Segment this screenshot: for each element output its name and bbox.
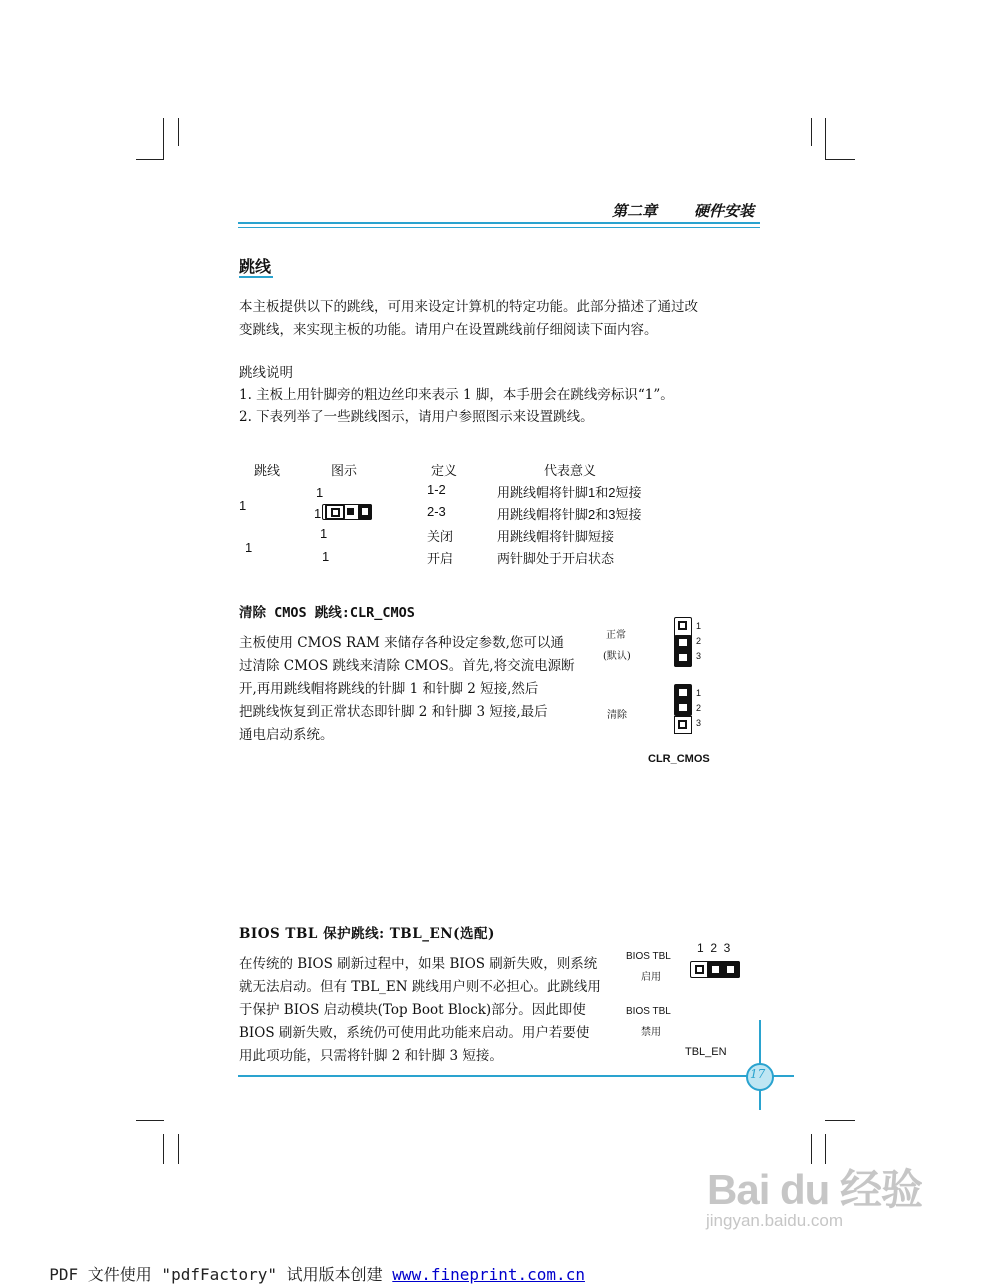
tbl-en-pin-numbers: 1 2 3 [697,941,731,955]
meaning-pin: 2 [608,485,616,500]
pdf-footer-note [30,1243,585,1285]
two-pin-figure-mark-top: 1 [320,526,328,541]
clr-cmos-clear-pin3: 3 [696,718,702,728]
watermark-url: jingyan.baidu.com [706,1211,844,1230]
notes-heading: 跳线说明 [239,365,293,381]
clr-cmos-line-3: 开,再用跳线帽将跳线的针脚 1 和针脚 2 短接,然后 [239,681,539,697]
clr-cmos-normal-pin2: 2 [696,636,702,646]
tbl-en-jumper [690,961,740,978]
crop-mark [178,118,179,146]
notes-item-2: 2. 下表列举了一些跳线图示，请用户参照图示来设置跳线。 [239,409,594,425]
pdf-footer-link[interactable]: www.fineprint.com.cn [392,1265,585,1284]
three-pin-meaning-2 [497,504,642,523]
three-pin-figure-mark-top: 1 [316,485,324,500]
meaning-text: 和 [595,508,609,523]
tbl-en-title: BIOS TBL 保护跳线: TBL_EN(选配) [239,926,495,942]
notes-item-1: 1. 主板上用针脚旁的粗边丝印来表示 1 脚，本手册会在跳线旁标识“1”。 [239,387,674,403]
clr-cmos-normal-jumper [674,617,692,667]
two-pin-figure-mark-bottom: 1 [322,549,330,564]
meaning-text: 用跳线帽将针脚 [497,508,589,523]
meaning-text: 和 [595,486,609,501]
tbl-en-line-3: 于保护 BIOS 启动模块(Top Boot Block)部分。因此即使 [239,1002,586,1018]
header-rule [238,222,760,224]
three-pin-jumper-figure [322,504,372,520]
watermark-brand: Bai du 经验 [707,1166,923,1213]
crop-mark [163,118,164,160]
clr-cmos-clear-jumper [674,684,692,734]
clr-cmos-line-2: 过清除 CMOS 跳线来清除 CMOS。首先,将交流电源断 [239,658,575,674]
two-pin-meaning-2: 两针脚处于开启状态 [497,552,615,567]
clr-cmos-clear-label: 清除 [607,710,627,721]
clr-cmos-title: 清除 CMOS 跳线:CLR_CMOS [239,605,415,621]
meaning-pin: 2 [588,507,596,522]
clr-cmos-clear-pin2: 2 [696,703,702,713]
tbl-en-caption: TBL_EN [685,1046,727,1058]
page-number: 17 [750,1067,766,1081]
meaning-pin: 1 [588,485,596,500]
two-pin-mark: 1 [245,540,253,555]
footer-rule [238,1075,794,1077]
clr-cmos-normal-pin1: 1 [696,621,702,631]
crop-mark [811,118,812,146]
section-title-underline [239,276,273,278]
three-pin-meaning-1 [497,482,642,501]
clr-cmos-clear-pin1: 1 [696,688,702,698]
three-pin-def-1: 1-2 [427,482,446,497]
crop-mark [825,1120,855,1121]
chapter-number: 第二章 [612,202,658,220]
three-pin-def-2: 2-3 [427,504,446,519]
two-pin-meaning-1: 用跳线帽将针脚短接 [497,530,615,545]
table-header-jumper: 跳线 [254,464,281,479]
tbl-en-enable-label-1: BIOS TBL [626,951,671,962]
three-pin-mark: 1 [239,498,247,513]
two-pin-def-2: 开启 [427,552,454,567]
pdf-footer-text: PDF 文件使用 "pdfFactory" 试用版本创建 [49,1265,393,1284]
crop-mark [163,1134,164,1164]
tbl-en-line-1: 在传统的 BIOS 刷新过程中，如果 BIOS 刷新失败，则系统 [239,956,598,972]
clr-cmos-normal-pin3: 3 [696,651,702,661]
clr-cmos-normal-label: 正常 [606,630,626,641]
chapter-title: 硬件安装 [694,202,755,220]
intro-line-2: 变跳线，来实现主板的功能。请用户在设置跳线前仔细阅读下面内容。 [239,322,658,338]
tbl-en-disable-label-1: BIOS TBL [626,1006,671,1017]
three-pin-figure-mark-bottom: 1 [314,506,322,521]
table-header-meaning: 代表意义 [544,464,597,479]
clr-cmos-line-4: 把跳线恢复到正常状态即针脚 2 和针脚 3 短接,最后 [239,704,548,720]
crop-mark [825,159,855,160]
header-rule-thin [238,227,760,228]
clr-cmos-caption: CLR_CMOS [648,753,710,765]
tbl-en-line-5: 用此项功能，只需将针脚 2 和针脚 3 短接。 [239,1048,503,1064]
tbl-en-line-4: BIOS 刷新失败，系统仍可使用此功能来启动。用户若要使 [239,1025,590,1041]
intro-line-1: 本主板提供以下的跳线，可用来设定计算机的特定功能。此部分描述了通过改 [239,299,698,315]
crop-mark [136,159,164,160]
crop-mark [178,1134,179,1164]
table-header-definition: 定义 [431,464,458,479]
meaning-text: 短接 [615,508,642,523]
tbl-en-disable-label-2: 禁用 [641,1027,661,1038]
crop-mark [825,118,826,160]
crop-mark [136,1120,164,1121]
clr-cmos-line-1: 主板使用 CMOS RAM 来储存各种设定参数,您可以通 [239,635,564,651]
table-header-figure: 图示 [331,464,358,479]
meaning-text: 用跳线帽将针脚 [497,486,589,501]
section-title: 跳线 [239,259,272,276]
clr-cmos-default-label: (默认) [603,651,631,662]
meaning-text: 短接 [615,486,642,501]
tbl-en-line-2: 就无法启动。但有 TBL_EN 跳线用户则不必担心。此跳线用 [239,979,601,995]
two-pin-def-1: 关闭 [427,530,454,545]
clr-cmos-line-5: 通电启动系统。 [239,727,334,743]
meaning-pin: 3 [608,507,616,522]
tbl-en-enable-label-2: 启用 [641,972,661,983]
